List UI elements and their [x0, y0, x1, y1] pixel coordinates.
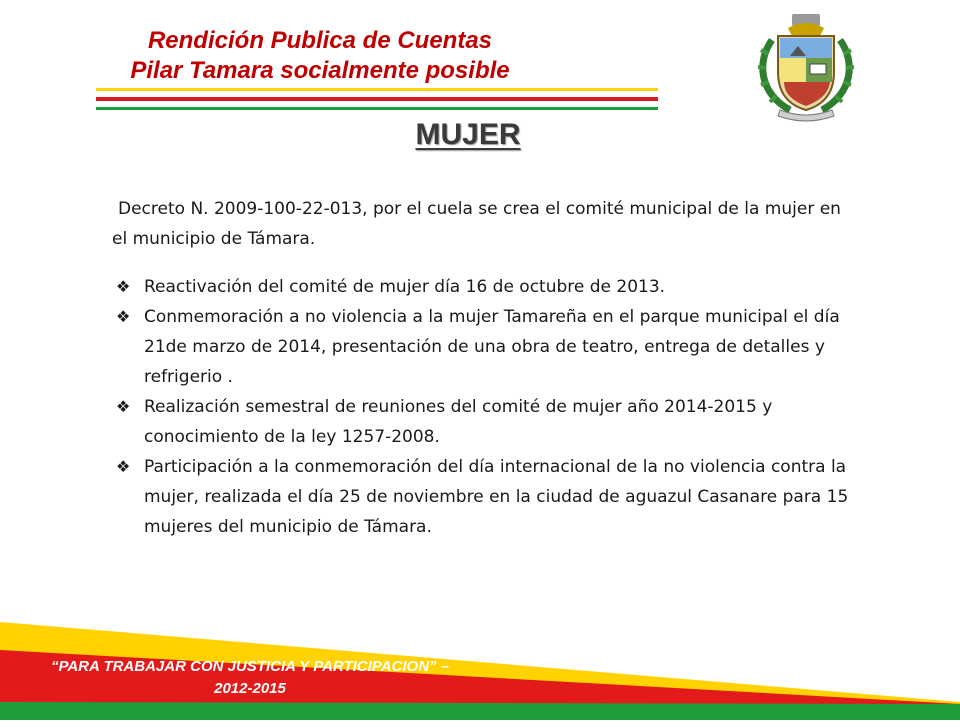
header-title-line2: Pilar Tamara socialmente posible — [130, 57, 510, 84]
list-item-text: Realización semestral de reuniones del comité de mujer año 2014-2015 y conocimiento de la ley 1257-2008. — [144, 397, 773, 447]
list-item — [112, 272, 852, 302]
section-heading: MUJER — [415, 118, 521, 151]
list-item-text: Participación a la conmemoración del día internacional de la no violencia contra la mujer, realizada el día 25 de noviembre en la ciudad de aguazul Casanare para 15 mujeres del municipio de Támara. — [144, 457, 849, 537]
list-item-text: Conmemoración a no violencia a la mujer Tamareña en el parque municipal el día 21de marzo de 2014, presentación de una obra de teatro, entrega de detalles y refrigerio . — [144, 307, 840, 387]
header-title-line1: Rendición Publica de Cuentas — [147, 27, 493, 54]
municipal-coat-of-arms-icon — [750, 10, 862, 122]
footer-slogan-line1: “PARA TRABAJAR CON JUSTICIA Y PARTICIPACION” – — [50, 658, 450, 675]
list-item-text: Reactivación del comité de mujer día 16 de octubre de 2013. — [144, 277, 666, 297]
footer-slogan-line2: 2012-2015 — [214, 680, 286, 697]
list-item — [112, 392, 852, 452]
content-body — [112, 194, 852, 542]
presentation-header — [0, 26, 640, 86]
list-item — [112, 452, 852, 542]
header-stripe-red — [96, 97, 658, 101]
diamond-bullet-icon: ❖ — [116, 397, 131, 416]
diamond-bullet-icon: ❖ — [116, 277, 131, 296]
header-stripe-yellow — [96, 88, 658, 91]
activity-list — [112, 272, 852, 542]
decree-paragraph: Decreto N. 2009-100-22-013, por el cuela se crea el comité municipal de la mujer en el municipio de Támara. — [112, 199, 841, 249]
diamond-bullet-icon: ❖ — [116, 457, 131, 476]
footer-slogan — [0, 656, 500, 700]
header-stripe-green — [96, 107, 658, 110]
diamond-bullet-icon: ❖ — [116, 307, 131, 326]
list-item — [112, 302, 852, 392]
